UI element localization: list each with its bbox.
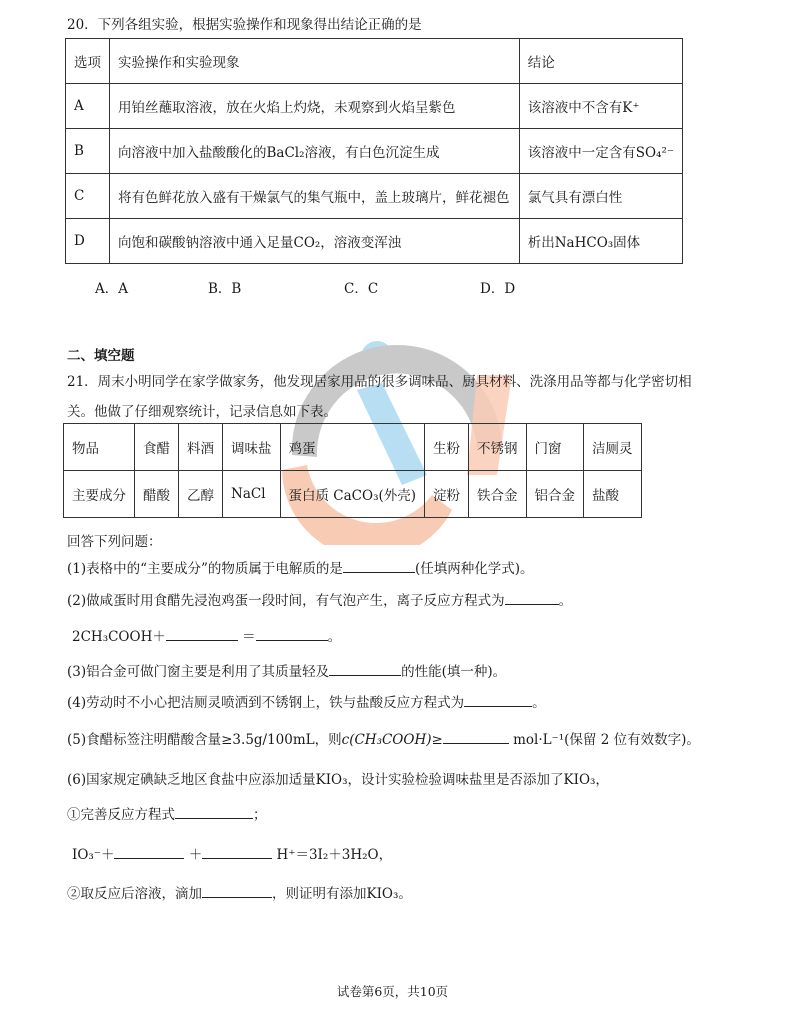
part-4-text: (4)劳动时不小心把洁厕灵喷洒到不锈钢上，铁与盐酸反应方程式为 — [67, 695, 465, 711]
part-6-1 — [67, 803, 267, 823]
cell-component: 蛋白质 CaCO₃(外壳) — [280, 471, 425, 518]
part-1-text: (1)表格中的“主要成分”的物质属于电解质的是 — [67, 561, 343, 577]
answer-blank[interactable] — [175, 804, 253, 819]
cell-item: 食醋 — [135, 424, 179, 471]
part-6-2-end: ，则证明有添加KIO₃。 — [272, 886, 412, 902]
part-1 — [67, 557, 533, 577]
choice-c[interactable]: C．C — [344, 281, 379, 297]
cell-component: NaCl — [223, 471, 281, 518]
option-label: A — [66, 84, 110, 129]
equation-2 — [72, 625, 341, 645]
part-3-note: 的性能(填一种)。 — [401, 664, 507, 680]
answer-blank[interactable] — [114, 844, 184, 859]
answer-blank[interactable] — [202, 844, 272, 859]
part-5-text: (5)食醋标签注明醋酸含量≥3.5g/100mL，则 — [67, 732, 342, 748]
cell-component: 主要成分 — [64, 471, 135, 518]
operation-cell: 向溶液中加入盐酸酸化的BaCl₂溶液，有白色沉淀生成 — [110, 129, 520, 174]
answer-blank[interactable] — [256, 626, 328, 641]
eq6-plus: ＋ — [188, 847, 203, 863]
part-1-note: (任填两种化学式)。 — [414, 561, 534, 577]
choice-a[interactable]: A．A — [95, 281, 128, 297]
conclusion-cell: 该溶液中不含有K⁺ — [519, 84, 682, 129]
conclusion-cell: 析出NaHCO₃固体 — [519, 219, 682, 264]
eq2-left: 2CH₃COOH＋ — [72, 629, 166, 645]
cell-item: 生粉 — [425, 424, 469, 471]
table-row — [64, 424, 642, 471]
equation-6 — [72, 843, 392, 863]
period: 。 — [327, 629, 342, 645]
option-label: D — [66, 219, 110, 264]
cell-item: 门窗 — [526, 424, 584, 471]
part-5 — [67, 728, 700, 748]
table-row — [66, 219, 683, 264]
section-title: 二、填空题 — [67, 348, 135, 364]
part-6-2-text: ②取反应后溶液，滴加 — [67, 886, 202, 902]
operation-cell: 将有色鲜花放入盛有干燥氯气的集气瓶中，盖上玻璃片，鲜花褪色 — [110, 174, 520, 219]
part-6-2 — [67, 882, 412, 902]
eq6-left: IO₃⁻＋ — [72, 847, 115, 863]
operation-cell: 向饱和碳酸钠溶液中通入足量CO₂，溶液变浑浊 — [110, 219, 520, 264]
answer-blank[interactable] — [202, 883, 272, 898]
operation-cell: 用铂丝蘸取溶液，放在火焰上灼烧，未观察到火焰呈紫色 — [110, 84, 520, 129]
cell-item: 料酒 — [179, 424, 223, 471]
header-option: 选项 — [66, 39, 110, 84]
part-3-text: (3)铝合金可做门窗主要是利用了其质量轻及 — [67, 664, 330, 680]
conclusion-cell: 氯气具有漂白性 — [519, 174, 682, 219]
q21-table — [63, 423, 642, 518]
cell-item: 不锈钢 — [469, 424, 527, 471]
q21-stem-line2: 关。他做了仔细观察统计，记录信息如下表。 — [67, 404, 337, 420]
semicolon: ； — [253, 807, 267, 823]
option-label: B — [66, 129, 110, 174]
choice-d[interactable]: D．D — [480, 281, 516, 297]
part-2 — [67, 589, 572, 609]
table-row — [64, 471, 642, 518]
cell-component: 盐酸 — [584, 471, 642, 518]
page-footer: 试卷第6页，共10页 — [336, 984, 449, 999]
part-6-1-text: ①完善反应方程式 — [67, 807, 175, 823]
header-operation: 实验操作和实验现象 — [110, 39, 520, 84]
choice-b[interactable]: B．B — [208, 281, 242, 297]
cell-component: 铁合金 — [469, 471, 527, 518]
period: 。 — [558, 593, 573, 609]
cell-item: 洁厕灵 — [584, 424, 642, 471]
table-row — [66, 129, 683, 174]
cell-component: 醋酸 — [135, 471, 179, 518]
table-row — [66, 174, 683, 219]
answer-blank[interactable] — [443, 729, 509, 744]
part-2-text: (2)做咸蛋时用食醋先浸泡鸡蛋一段时间，有气泡产生，离子反应方程式为 — [67, 593, 505, 609]
q20-table — [65, 38, 683, 264]
period: 。 — [532, 695, 546, 711]
eq6-right: H⁺＝3I₂＋3H₂O， — [276, 847, 393, 863]
part-5-unit: mol·L⁻¹(保留 2 位有效数字)。 — [513, 732, 700, 748]
answer-prompt: 回答下列问题： — [67, 534, 162, 550]
answer-blank[interactable] — [464, 692, 532, 707]
cell-item: 物品 — [64, 424, 135, 471]
cell-item: 鸡蛋 — [280, 424, 425, 471]
answer-blank[interactable] — [505, 590, 559, 605]
conclusion-cell: 该溶液中一定含有SO₄²⁻ — [519, 129, 682, 174]
eq2-equals: ＝ — [242, 629, 256, 645]
header-conclusion: 结论 — [519, 39, 682, 84]
part-3 — [67, 660, 506, 680]
part-5-concentration: c(CH₃COOH)≥ — [341, 732, 443, 748]
part-4 — [67, 691, 546, 711]
cell-component: 淀粉 — [425, 471, 469, 518]
cell-item: 调味盐 — [223, 424, 281, 471]
cell-component: 乙醇 — [179, 471, 223, 518]
cell-component: 铝合金 — [526, 471, 584, 518]
option-label: C — [66, 174, 110, 219]
q21-stem-line1: 21．周末小明同学在家学做家务，他发现居家用品的很多调味品、厨具材料、洗涤用品等都与化学密切相 — [67, 374, 692, 390]
answer-blank[interactable] — [166, 626, 238, 641]
answer-blank[interactable] — [343, 558, 415, 573]
table-row — [66, 84, 683, 129]
q20-stem: 20．下列各组实验，根据实验操作和现象得出结论正确的是 — [67, 17, 422, 33]
answer-blank[interactable] — [329, 661, 401, 676]
part-6: (6)国家规定碘缺乏地区食盐中应添加适量KIO₃，设计实验检验调味盐里是否添加了KIO₃， — [67, 772, 609, 788]
table-header-row — [66, 39, 683, 84]
